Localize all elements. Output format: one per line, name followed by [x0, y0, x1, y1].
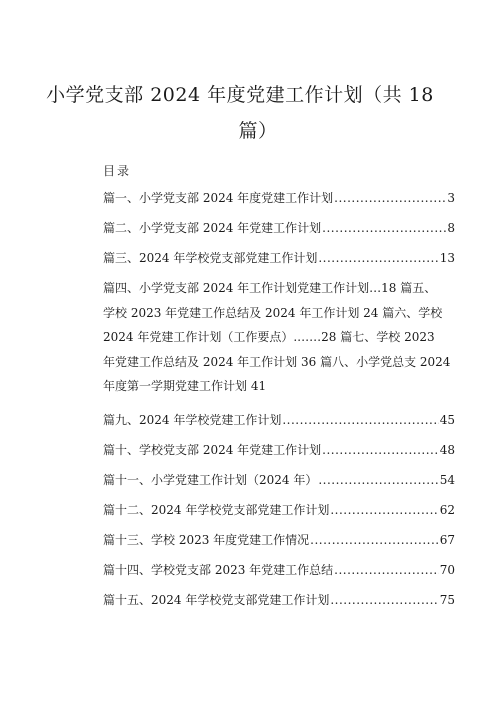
toc-entry-label: 篇十五、2024 年学校党支部党建工作计划	[103, 592, 330, 607]
toc-block-line: 篇四、小学党支部 2024 年工作计划党建工作计划…18 篇五、	[103, 281, 437, 295]
toc-leader-dots	[318, 243, 438, 273]
toc-entry-page: 54	[439, 472, 455, 487]
toc-entry-label: 篇十三、学校 2023 年度党建工作情况	[103, 532, 310, 547]
toc-entry-label: 篇十、学校党支部 2024 年党建工作计划	[103, 442, 322, 457]
toc-entry-label: 篇二、小学党支部 2024 年党建工作计划	[103, 221, 322, 235]
toc-entry-label: 篇十四、学校党支部 2023 年党建工作总结	[103, 562, 334, 577]
toc-entry-page: 13	[439, 251, 455, 265]
toc-entry-label: 篇九、2024 年学校党建工作计划	[103, 412, 282, 427]
toc-block-line: 年度第一学期党建工作计划 41	[103, 379, 267, 393]
toc-entry[interactable]	[103, 405, 455, 435]
toc-entry-page: 8	[447, 221, 455, 235]
toc-leader-dots	[282, 405, 438, 435]
toc-entry-label: 篇三、2024 年学校党支部党建工作计划	[103, 251, 318, 265]
toc-block-line: 年党建工作总结及 2024 年工作计划 36 篇八、小学党总支 2024	[103, 354, 451, 369]
toc-entry[interactable]	[103, 525, 455, 555]
toc-heading: 目录	[103, 164, 132, 178]
toc-leader-dots	[318, 465, 438, 495]
toc-entry-page: 75	[439, 592, 455, 607]
toc-run-on-block[interactable]	[103, 273, 455, 405]
toc-entry-page: 48	[439, 442, 455, 457]
toc-entry[interactable]	[103, 243, 455, 273]
table-of-contents	[103, 183, 455, 615]
toc-leader-dots	[330, 495, 438, 525]
toc-entry-page: 45	[439, 412, 455, 427]
toc-leader-dots	[334, 555, 439, 585]
toc-entry-label: 篇十一、小学党建工作计划（2024 年）	[103, 472, 318, 487]
toc-entry-label: 篇十二、2024 年学校党支部党建工作计划	[103, 502, 330, 517]
toc-leader-dots	[330, 585, 438, 615]
toc-leader-dots	[310, 525, 439, 555]
toc-entry[interactable]	[103, 213, 455, 243]
toc-entry-page: 3	[447, 191, 455, 205]
toc-leader-dots	[334, 183, 446, 213]
toc-leader-dots	[322, 213, 446, 243]
document-title-line-2: 篇）	[238, 120, 278, 142]
toc-entry[interactable]	[103, 495, 455, 525]
toc-entry-page: 62	[439, 502, 455, 517]
toc-entry-label: 篇一、小学党支部 2024 年度党建工作计划	[103, 191, 334, 205]
toc-entry[interactable]	[103, 183, 455, 213]
toc-entry[interactable]	[103, 435, 455, 465]
toc-entry-page: 67	[439, 532, 455, 547]
toc-leader-dots	[322, 435, 439, 465]
toc-entry[interactable]	[103, 585, 455, 615]
toc-entry[interactable]	[103, 555, 455, 585]
toc-entry-page: 70	[439, 562, 455, 577]
document-title-line-1: 小学党支部 2024 年度党建工作计划（共 18	[46, 84, 434, 106]
toc-entry[interactable]	[103, 465, 455, 495]
toc-block-line: 学校 2023 年党建工作总结及 2024 年工作计划 24 篇六、学校	[103, 305, 443, 320]
toc-block-line: 2024 年党建工作计划（工作要点）.……28 篇七、学校 2023	[103, 330, 435, 344]
